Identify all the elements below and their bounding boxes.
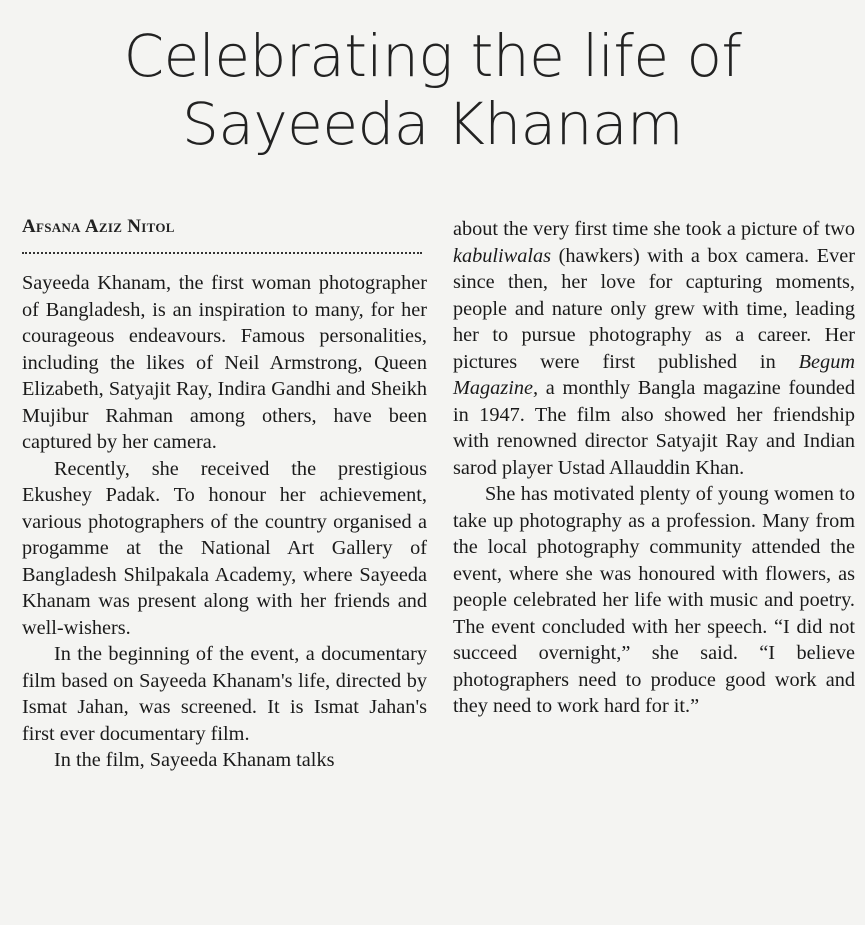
- byline-divider: [22, 252, 422, 254]
- paragraph: In the film, Sayeeda Khanam talks: [54, 749, 335, 771]
- text-run: about the very first time she took a picture of two: [453, 218, 855, 240]
- right-column: [453, 216, 855, 720]
- text-run: a monthly Bangla magazine founded in 1947. The film also showed her friendship with renowned director Satyajit Ray and Indian sarod player Ustad Allauddin Khan.: [453, 377, 855, 479]
- headline-line-1: Celebrating the life of: [123, 22, 742, 90]
- paragraph: [453, 216, 855, 481]
- italic-term: kabuliwalas: [453, 244, 552, 267]
- left-column: [22, 270, 427, 774]
- paragraph: Sayeeda Khanam, the first woman photographer of Bangladesh, is an inspiration to many, for her courageous endeavours. Famous personalities, including the likes of Neil Armstrong, Queen Elizabeth, Satyajit Ray, Indira Gandhi and Sheikh Mujibur Rahman among others, have been captured by her camera.: [22, 272, 427, 453]
- paragraph: In the beginning of the event, a documentary film based on Sayeeda Khanam's life, directed by Ismat Jahan, was screened. It is Ismat Jahan's first ever documentary film.: [22, 643, 427, 745]
- text-run: (hawkers) with a box camera. Ever since then, her love for capturing moments, people and nature only grew with time, leading her to pursue photography as a career. Her pictures were first published in: [453, 244, 855, 373]
- magazine-title: Begum Magazine,: [453, 350, 855, 399]
- paragraph: She has motivated plenty of young women to take up photography as a profession. Many from the local photography community attended the event, where she was honoured with flowers, as people celebrated her life with music and poetry. The event concluded with her speech. “I did not succeed overnight,” she said. “I believe photographers need to produce good work and they need to work hard for it.”: [453, 483, 855, 717]
- paragraph: Recently, she received the prestigious Ekushey Padak. To honour her achievement, various photographers of the country organised a progamme at the National Art Gallery of Bangladesh Shilpakala Academy, where Sayeeda Khanam was present along with her friends and well-wishers.: [22, 457, 427, 639]
- headline-line-2: Sayeeda Khanam: [182, 90, 683, 158]
- author-byline: Afsana Aziz Nitol: [22, 216, 175, 237]
- article-headline: [0, 22, 865, 158]
